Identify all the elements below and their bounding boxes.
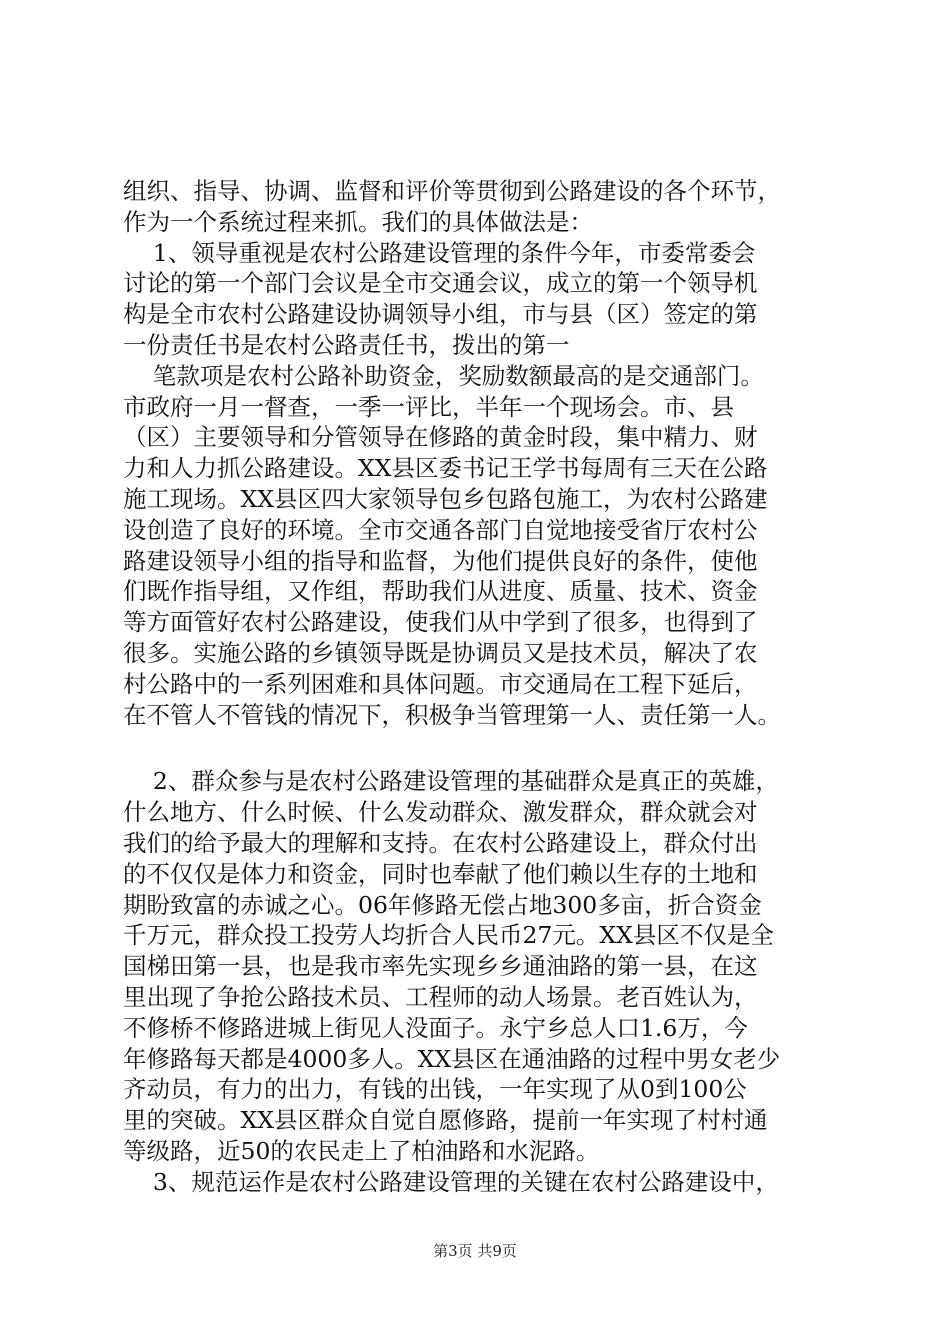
text-line: （区）主要领导和分管领导在修路的黄金时段，集中精力、财 <box>123 423 758 452</box>
paragraph-gap <box>123 730 835 766</box>
text-line: 国梯田第一县，也是我市率先实现乡乡通油路的第一县，在这 <box>123 952 758 981</box>
text-line: 不修桥不修路进城上街见人没面子。永宁乡总人口1.6万，今 <box>123 1013 748 1042</box>
document-body <box>123 176 835 1198</box>
text-line: 路建设领导小组的指导和监督，为他们提供良好的条件，使他 <box>123 546 758 575</box>
text-line: 作为一个系统过程来抓。我们的具体做法是： <box>123 207 593 236</box>
text-line: 期盼致富的赤诚之心。06年修路无偿占地300多亩，折合资金 <box>123 890 762 919</box>
text-line: 市政府一月一督查，一季一评比，半年一个现场会。市、县 <box>123 392 734 421</box>
text-line: 构是全市农村公路建设协调领导小组，市与县（区）签定的第 <box>123 300 758 329</box>
text-line: 一份责任书是农村公路责任书，拨出的第一 <box>123 330 570 359</box>
text-line: 施工现场。XX县区四大家领导包乡包路包施工，为农村公路建 <box>123 484 768 513</box>
text-line: 力和人力抓公路建设。XX县区委书记王学书每周有三天在公路 <box>123 454 768 483</box>
text-line: 设创造了良好的环境。全市交通各部门自觉地接受省厅农村公 <box>123 515 758 544</box>
text-line: 很多。实施公路的乡镇领导既是协调员又是技术员，解决了农 <box>123 638 758 667</box>
paragraph-3-heading-line: 3、规范运作是农村公路建设管理的关键在农村公路建设中， <box>123 1167 779 1196</box>
text-line: 什么地方、什么时候、什么发动群众、激发群众，群众就会对 <box>123 798 758 827</box>
text-line: 齐动员，有力的出力，有钱的出钱，一年实现了从0到100公 <box>123 1075 747 1104</box>
page-footer <box>0 1241 950 1261</box>
paragraph-2-heading-line: 2、群众参与是农村公路建设管理的基础群众是真正的英雄， <box>123 767 779 796</box>
text-line: 里的突破。XX县区群众自觉自愿修路，提前一年实现了村村通 <box>123 1106 768 1135</box>
page-number-label: 第3页 共9页 <box>433 1242 517 1260</box>
text-line: 们既作指导组，又作组，帮助我们从进度、质量、技术、资金 <box>123 577 758 606</box>
text-line: 的不仅仅是体力和资金，同时也奉献了他们赖以生存的土地和 <box>123 859 758 888</box>
text-line: 我们的给予最大的理解和支持。在农村公路建设上，群众付出 <box>123 828 758 857</box>
paragraph-1-heading-line: 1、领导重视是农村公路建设管理的条件今年，市委常委会 <box>123 238 756 267</box>
text-line: 里出现了争抢公路技术员、工程师的动人场景。老百姓认为， <box>123 982 758 1011</box>
text-line: 年修路每天都是4000多人。XX县区在通油路的过程中男女老少 <box>123 1044 781 1073</box>
text-line: 讨论的第一个部门会议是全市交通会议，成立的第一个领导机 <box>123 269 758 298</box>
text-line: 村公路中的一系列困难和具体问题。市交通局在工程下延后， <box>123 669 758 698</box>
text-line: 等方面管好农村公路建设，使我们从中学到了很多，也得到了 <box>123 608 758 637</box>
text-line: 笔款项是农村公路补助资金，奖励数额最高的是交通部门。 <box>123 361 764 390</box>
text-line: 在不管人不管钱的情况下，积极争当管理第一人、责任第一人。 <box>123 700 781 729</box>
text-line: 组织、指导、协调、监督和评价等贯彻到公路建设的各个环节， <box>123 177 781 205</box>
text-line: 千万元，群众投工投劳人均折合人民币27元。XX县区不仅是全 <box>123 921 774 950</box>
text-line: 等级路，近50的农民走上了柏油路和水泥路。 <box>123 1136 600 1165</box>
